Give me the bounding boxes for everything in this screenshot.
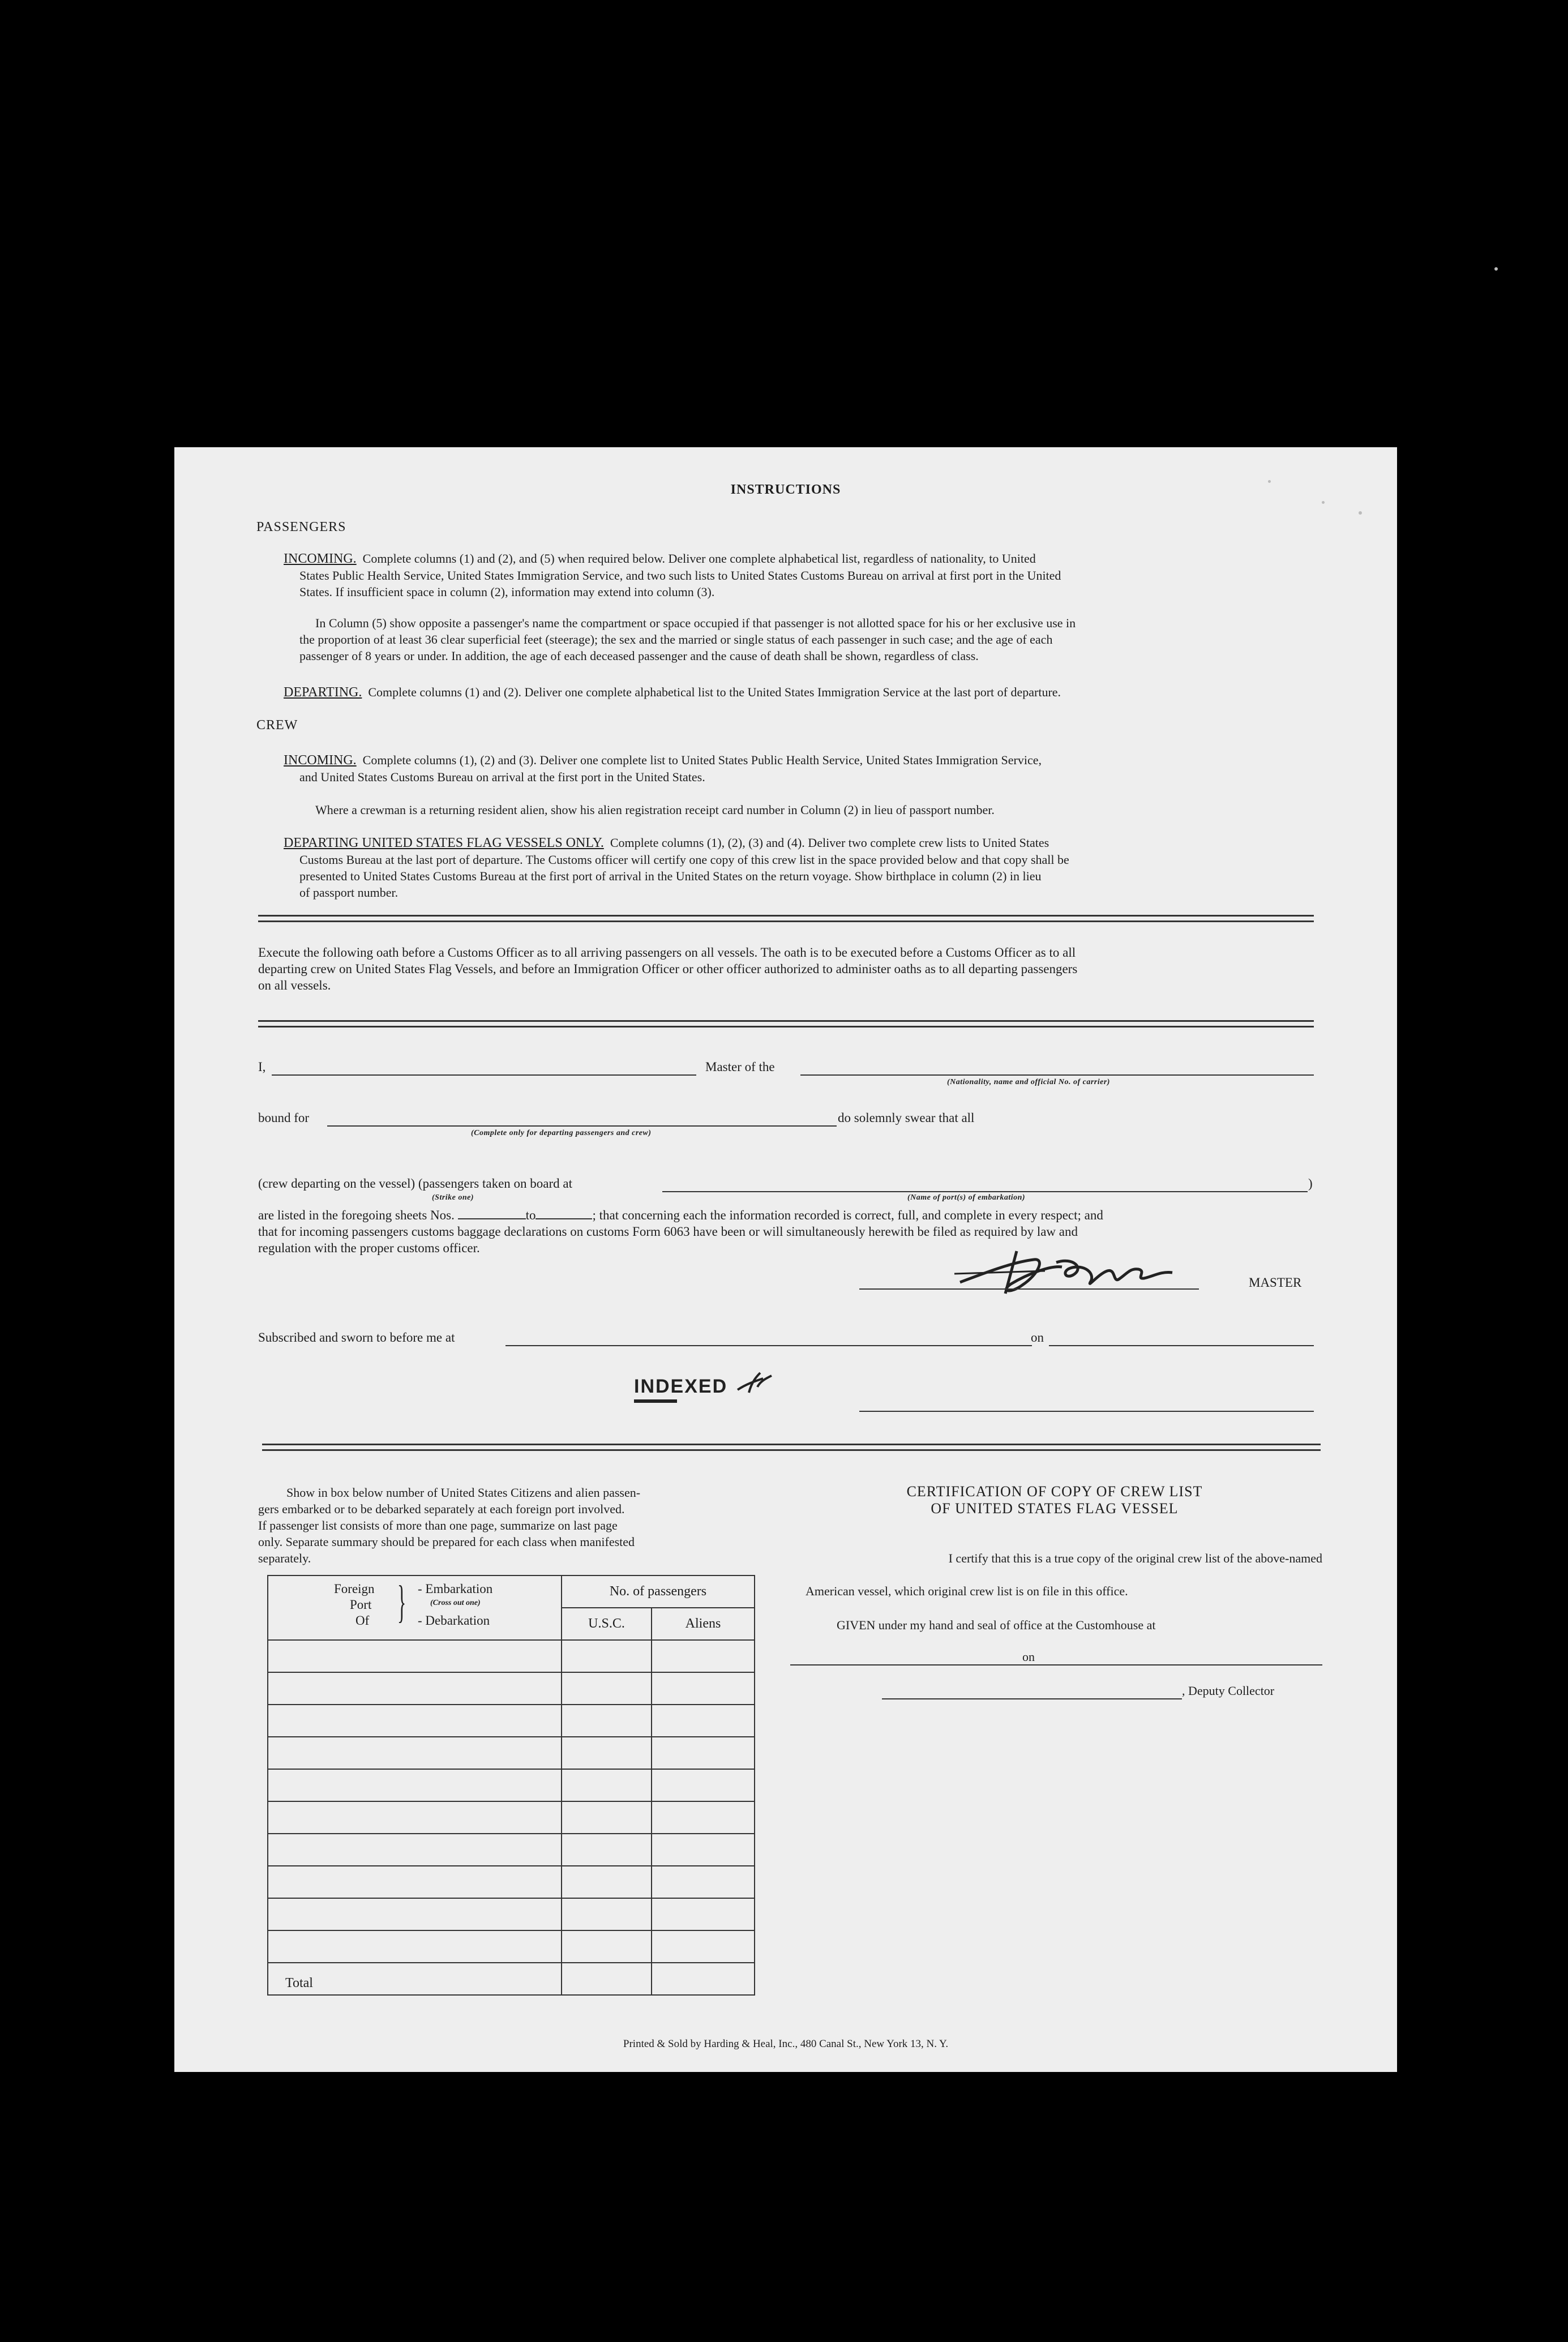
usc-cell[interactable] (562, 1769, 652, 1801)
crew-incoming-line: Complete columns (1), (2) and (3). Deliver one complete list to United States Public Health Service, United States Immigration Service, (362, 753, 1042, 767)
scan-speck (1359, 511, 1362, 515)
usc-cell[interactable] (562, 1866, 652, 1898)
indexed-mark (735, 1370, 774, 1398)
port-cell[interactable] (268, 1640, 562, 1672)
foreign-label: Foreign (334, 1582, 375, 1596)
summary-intro-line: gers embarked or to be debarked separately at each foreign port involved. (258, 1502, 625, 1516)
passengers-incoming-paragraph (284, 550, 1311, 600)
usc-cell[interactable] (562, 1834, 652, 1866)
embarkation-port-field[interactable] (662, 1191, 1308, 1192)
table-row (268, 1769, 755, 1801)
column5-line: the proportion of at least 36 clear superficial feet (steerage); the sex and the married or single status of each passenger in such case; and the age of each (299, 632, 1053, 646)
certification-title-line: OF UNITED STATES FLAG VESSEL (931, 1500, 1179, 1517)
aliens-cell[interactable] (652, 1866, 755, 1898)
total-label: Total (268, 1963, 562, 1995)
certification-on: on (1022, 1650, 1035, 1664)
scan-speck (1322, 501, 1325, 504)
aliens-cell[interactable] (652, 1801, 755, 1834)
crew-heading: CREW (256, 718, 298, 733)
table-row (268, 1834, 755, 1866)
document-page (174, 447, 1397, 2072)
master-name-field[interactable] (272, 1074, 696, 1076)
certification-line-2: American vessel, which original crew list is on file in this office. (806, 1584, 1128, 1598)
crew-departing-paragraph (284, 834, 1311, 901)
port-cell[interactable] (268, 1672, 562, 1705)
passengers-heading: PASSENGERS (256, 520, 346, 534)
crew-departing-line: Complete columns (1), (2), (3) and (4). Deliver two complete crew lists to United States (610, 836, 1049, 850)
usc-header: U.S.C. (562, 1608, 652, 1640)
indexed-stamp-bar (634, 1399, 677, 1403)
crew-departing-label: DEPARTING UNITED STATES FLAG VESSELS ONLY. (284, 836, 604, 850)
passengers-departing-label: DEPARTING. (284, 685, 362, 700)
oath-listed-post: ; that concerning each the information recorded is correct, full, and complete in every respect; and (592, 1208, 1103, 1222)
oath-master-of: Master of the (705, 1060, 775, 1074)
table-row (268, 1866, 755, 1898)
oath-baggage-line: regulation with the proper customs officer. (258, 1241, 480, 1255)
close-paren: ) (1308, 1176, 1313, 1191)
table-row (268, 1801, 755, 1834)
debarkation-label: - Debarkation (418, 1613, 490, 1628)
crew-departing-line: of passport number. (299, 885, 399, 900)
port-cell[interactable] (268, 1834, 562, 1866)
oath-listed-pre: are listed in the foregoing sheets Nos. (258, 1208, 455, 1222)
table-row (268, 1930, 755, 1963)
subscribed-label: Subscribed and sworn to before me at (258, 1330, 455, 1345)
strike-one-caption: (Strike one) (432, 1193, 474, 1202)
column5-paragraph (299, 615, 1311, 664)
summary-intro-line: separately. (258, 1551, 311, 1565)
summary-intro-line: Show in box below number of United States Citizens and alien passen- (286, 1485, 641, 1500)
usc-cell[interactable] (562, 1705, 652, 1737)
brace-icon: } (397, 1577, 406, 1627)
officer-signature-line[interactable] (859, 1411, 1314, 1412)
oath-crew-departing: (crew departing on the vessel) (passengers taken on board at (258, 1176, 572, 1191)
column5-line: In Column (5) show opposite a passenger's name the compartment or space occupied if that passenger is not allotted space for his or her exclusive use in (315, 616, 1076, 630)
oath-intro-line: Execute the following oath before a Customs Officer as to all arriving passengers on all vessels. The oath is to be executed before a Customs Officer as to all (258, 945, 1076, 960)
usc-cell[interactable] (562, 1898, 652, 1930)
port-header-cell (268, 1575, 562, 1640)
table-row (268, 1705, 755, 1737)
scan-speck (1268, 480, 1271, 483)
of-label: Of (355, 1613, 370, 1628)
oath-intro-line: departing crew on United States Flag Vessels, and before an Immigration Officer or other officer authorized to administer oaths as to all departing passengers (258, 962, 1078, 976)
crew-departing-line: presented to United States Customs Bureau at the first port of arrival in the United States on the return voyage. Show birthplace in column (2) in lieu (299, 869, 1042, 883)
aliens-header: Aliens (652, 1608, 755, 1640)
port-cell[interactable] (268, 1866, 562, 1898)
aliens-cell[interactable] (652, 1672, 755, 1705)
nationality-caption: (Nationality, name and official No. of carrier) (947, 1078, 1110, 1086)
total-row (268, 1963, 755, 1995)
subscribed-on: on (1031, 1330, 1044, 1345)
embarkation-label: - Embarkation (418, 1582, 493, 1596)
aliens-cell[interactable] (652, 1705, 755, 1737)
deputy-collector-label: , Deputy Collector (1182, 1684, 1275, 1698)
indexed-stamp: INDEXED (634, 1376, 728, 1397)
port-cell[interactable] (268, 1737, 562, 1769)
aliens-cell[interactable] (652, 1834, 755, 1866)
oath-bound-for: bound for (258, 1111, 310, 1125)
deputy-collector-signature-field[interactable] (882, 1698, 1182, 1699)
certification-title-line: CERTIFICATION OF COPY OF CREW LIST (906, 1483, 1203, 1500)
complete-only-caption: (Complete only for departing passengers and crew) (471, 1129, 652, 1137)
passenger-summary-table (267, 1575, 755, 1996)
printer-footer: Printed & Sold by Harding & Heal, Inc., 480 Canal St., New York 13, N. Y. (623, 2038, 949, 2050)
section-divider (258, 1020, 1314, 1027)
certification-date-field[interactable] (1038, 1664, 1322, 1665)
table-row (268, 1672, 755, 1705)
usc-total-cell[interactable] (562, 1963, 652, 1995)
aliens-cell[interactable] (652, 1930, 755, 1963)
master-label: MASTER (1249, 1275, 1302, 1290)
sworn-place-field[interactable] (505, 1345, 1032, 1346)
usc-cell[interactable] (562, 1737, 652, 1769)
oath-intro-paragraph (258, 944, 1314, 994)
passengers-incoming-line: States. If insufficient space in column (2), information may extend into column (3). (299, 585, 715, 599)
passengers-incoming-line: Complete columns (1) and (2), and (5) when required below. Deliver one complete alphabetical list, regardless of nationality, to United (362, 551, 1036, 566)
sheet-to-field[interactable] (535, 1208, 592, 1219)
oath-i-label: I, (258, 1060, 266, 1074)
aliens-cell[interactable] (652, 1769, 755, 1801)
passengers-incoming-line: States Public Health Service, United States Immigration Service, and two such lists to United States Customs Bureau on arrival at first port in the United (299, 568, 1061, 583)
table-row (268, 1640, 755, 1672)
port-label: Port (350, 1598, 372, 1612)
sheet-from-field[interactable] (458, 1208, 526, 1219)
destination-field[interactable] (327, 1125, 837, 1127)
oath-baggage-line: that for incoming passengers customs baggage declarations on customs Form 6063 have been or will simultaneously herewith be filed as required by law and (258, 1224, 1078, 1239)
certification-line-3: GIVEN under my hand and seal of office at the Customhouse at (837, 1618, 1156, 1632)
crew-incoming-label: INCOMING. (284, 753, 357, 768)
passengers-incoming-label: INCOMING. (284, 551, 357, 566)
usc-cell[interactable] (562, 1801, 652, 1834)
certification-line-1: I certify that this is a true copy of the original crew list of the above-named (948, 1551, 1322, 1565)
port-cell[interactable] (268, 1801, 562, 1834)
aliens-cell[interactable] (652, 1640, 755, 1672)
section-divider (258, 915, 1314, 922)
oath-swear: do solemnly swear that all (838, 1111, 975, 1125)
usc-cell[interactable] (562, 1640, 652, 1672)
no-of-passengers-header: No. of passengers (562, 1575, 755, 1608)
carrier-field[interactable] (800, 1074, 1314, 1076)
scan-speck (1494, 267, 1498, 271)
column5-line: passenger of 8 years or under. In addition, the age of each deceased passenger and the cause of death shall be shown, regardless of class. (299, 649, 979, 663)
crew-incoming-line: and United States Customs Bureau on arrival at the first port in the United States. (299, 770, 705, 784)
summary-intro (258, 1484, 751, 1566)
port-cell[interactable] (268, 1898, 562, 1930)
crew-departing-line: Customs Bureau at the last port of departure. The Customs officer will certify one copy of this crew list in the space provided below and that copy shall be (299, 853, 1069, 867)
table-row (268, 1898, 755, 1930)
aliens-cell[interactable] (652, 1737, 755, 1769)
port-cell[interactable] (268, 1930, 562, 1963)
oath-intro-line: on all vessels. (258, 978, 331, 992)
page-title: INSTRUCTIONS (730, 482, 841, 497)
customhouse-field[interactable] (790, 1664, 1068, 1665)
certification-title (797, 1483, 1312, 1517)
port-cell[interactable] (268, 1705, 562, 1737)
usc-cell[interactable] (562, 1672, 652, 1705)
aliens-total-cell[interactable] (652, 1963, 755, 1995)
summary-intro-line: If passenger list consists of more than one page, summarize on last page (258, 1518, 618, 1532)
passengers-departing-paragraph (284, 684, 1314, 701)
summary-intro-line: only. Separate summary should be prepared for each class when manifested (258, 1535, 635, 1549)
table-row (268, 1737, 755, 1769)
section-divider (262, 1444, 1321, 1451)
oath-to: to (525, 1208, 536, 1222)
usc-cell[interactable] (562, 1930, 652, 1963)
aliens-cell[interactable] (652, 1898, 755, 1930)
port-caption: (Name of port(s) of embarkation) (907, 1193, 1026, 1202)
master-signature-line (859, 1288, 1199, 1290)
crew-resident-text: Where a crewman is a returning resident alien, show his alien registration receipt card number in Column (2) in lieu of passport number. (315, 803, 995, 817)
cross-out-caption: (Cross out one) (430, 1599, 481, 1607)
crew-incoming-paragraph (284, 752, 1311, 785)
sworn-date-field[interactable] (1049, 1345, 1314, 1346)
port-cell[interactable] (268, 1769, 562, 1801)
passengers-departing-text: Complete columns (1) and (2). Deliver one complete alphabetical list to the United States Immigration Service at the last port of departure. (368, 685, 1061, 699)
master-signature (949, 1240, 1186, 1302)
